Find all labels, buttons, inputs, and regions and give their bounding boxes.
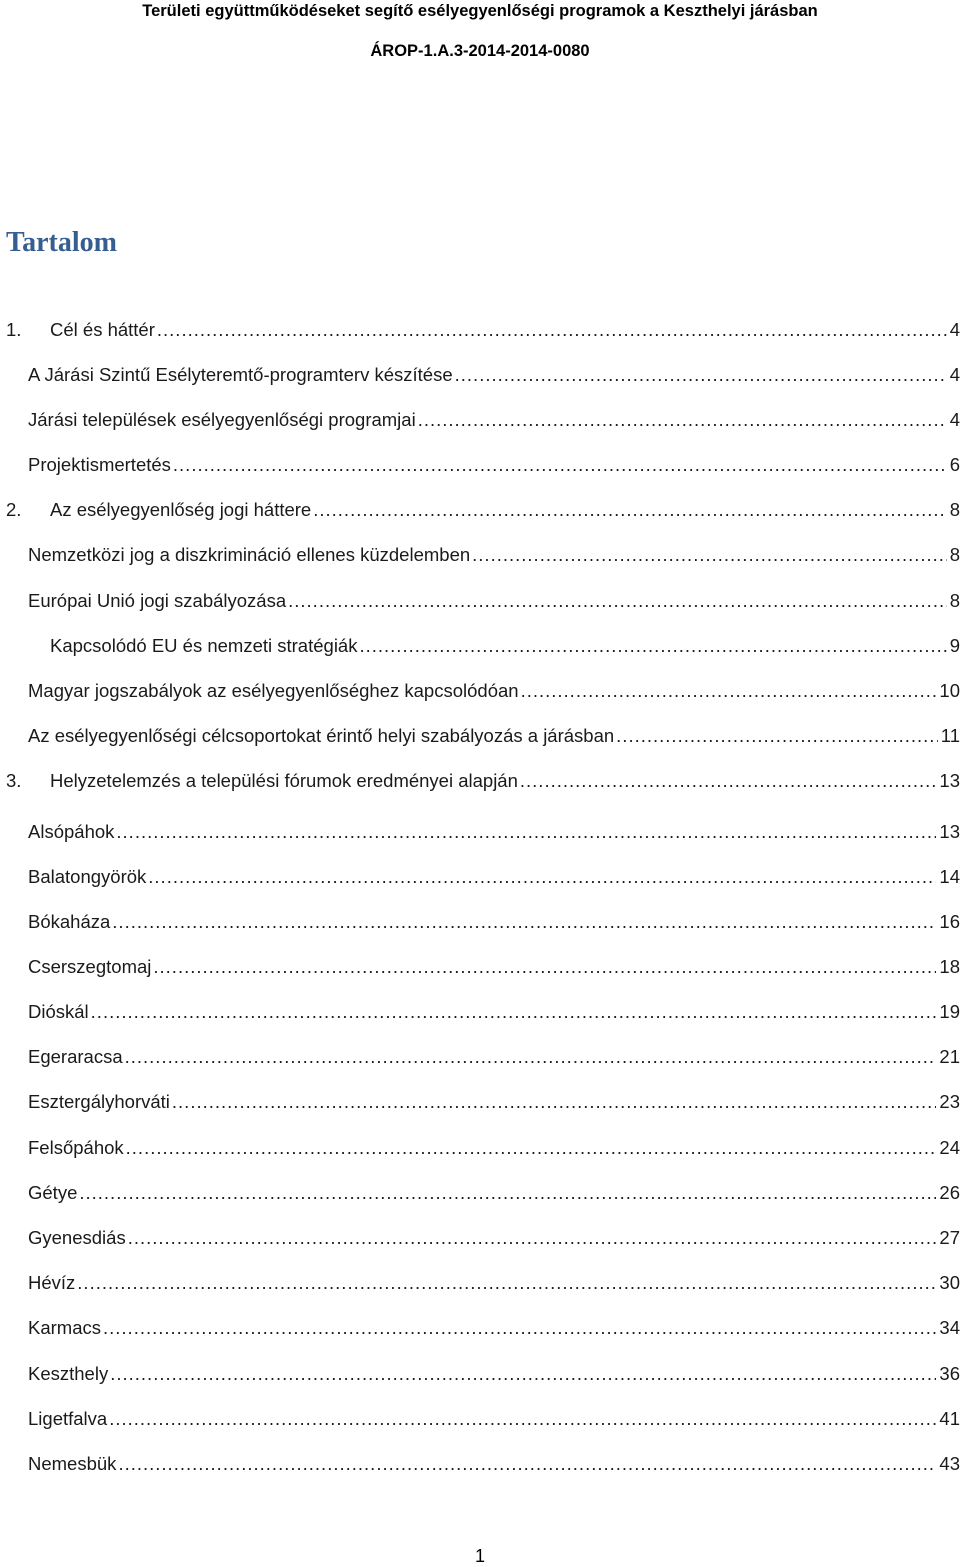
- toc-entry-line: [28, 1135, 960, 1161]
- toc-dot-leader: [521, 678, 937, 704]
- toc-entry[interactable]: [0, 633, 960, 659]
- toc-entry-page: 21: [939, 1046, 960, 1067]
- toc-entry[interactable]: [0, 1135, 960, 1161]
- toc-entry-line: [28, 362, 960, 388]
- toc-entry-page: 4: [949, 364, 960, 385]
- toc-entry[interactable]: [0, 1225, 960, 1251]
- toc-entry[interactable]: [0, 1451, 960, 1477]
- toc-entry-label: Dióskál: [28, 999, 91, 1025]
- toc-entry-label: Cél és háttér: [50, 317, 157, 343]
- toc-entry-label: Európai Unió jogi szabályozása: [28, 588, 288, 614]
- toc-entry-page: 14: [939, 866, 960, 887]
- toc-entry-label: Balatongyörök: [28, 864, 148, 890]
- toc-entry-page: 24: [939, 1137, 960, 1158]
- toc-entry-page: 13: [939, 770, 960, 791]
- toc-entry-label: Keszthely: [28, 1361, 110, 1387]
- toc-entry-line: [28, 819, 960, 845]
- toc-entry-page: 8: [949, 590, 960, 611]
- toc-entry-page: 27: [939, 1227, 960, 1248]
- toc-entry[interactable]: [0, 999, 960, 1025]
- toc-dot-leader: [79, 1180, 936, 1206]
- toc-entry-line: [28, 723, 960, 749]
- toc-entry-label: Cserszegtomaj: [28, 954, 153, 980]
- toc-dot-leader: [91, 999, 937, 1025]
- toc-entry-line: [28, 1451, 960, 1477]
- toc-entry-line: [28, 407, 960, 433]
- toc-dot-leader: [148, 864, 936, 890]
- toc-entry[interactable]: [0, 678, 960, 704]
- toc-entry-page: 23: [939, 1091, 960, 1112]
- toc-dot-leader: [472, 542, 947, 568]
- toc-entry[interactable]: [0, 362, 960, 388]
- toc-dot-leader: [520, 768, 937, 794]
- toc-entry-label: A Járási Szintű Esélyteremtő-programterv készítése: [28, 362, 455, 388]
- toc-entry-line: [28, 678, 960, 704]
- toc-entry-page: 34: [939, 1317, 960, 1338]
- toc-entry-label: Kapcsolódó EU és nemzeti stratégiák: [50, 633, 359, 659]
- toc-entry[interactable]: [0, 723, 960, 749]
- toc-entry-label: Nemesbük: [28, 1451, 118, 1477]
- toc-entry-label: Magyar jogszabályok az esélyegyenlőséghez kapcsolódóan: [28, 678, 521, 704]
- toc-entry-label: Hévíz: [28, 1270, 77, 1296]
- toc-entry-label: Járási települések esélyegyenlőségi programjai: [28, 407, 418, 433]
- toc-dot-leader: [110, 1361, 936, 1387]
- toc-entry-line: [28, 1089, 960, 1115]
- toc-dot-leader: [103, 1315, 936, 1341]
- toc-entry[interactable]: [0, 1180, 960, 1206]
- toc-dot-leader: [616, 723, 938, 749]
- toc-entry-page: 26: [939, 1182, 960, 1203]
- toc-entry-line: [28, 542, 960, 568]
- toc-entry[interactable]: [0, 1361, 960, 1387]
- toc-entry-line: [28, 954, 960, 980]
- toc-entry-label: Bókaháza: [28, 909, 112, 935]
- toc-entry-label: Karmacs: [28, 1315, 103, 1341]
- toc-entry-label: Az esélyegyenlőség jogi háttere: [50, 497, 313, 523]
- header-project-title: Területi együttműködéseket segítő esélyegyenlőségi programok a Keszthelyi járásban: [142, 2, 818, 20]
- toc-entry[interactable]: [0, 317, 960, 343]
- toc-dot-leader: [153, 954, 936, 980]
- toc-entry-page: 13: [939, 821, 960, 842]
- toc-dot-leader: [116, 819, 936, 845]
- toc-entry-line: [50, 317, 960, 343]
- toc-entry-page: 4: [949, 409, 960, 430]
- toc-entry-label: Alsópáhok: [28, 819, 116, 845]
- toc-entry-page: 16: [939, 911, 960, 932]
- toc-dot-leader: [128, 1225, 937, 1251]
- toc-entry-label: Gétye: [28, 1180, 79, 1206]
- toc-entry-line: [50, 768, 960, 794]
- toc-entry[interactable]: [0, 497, 960, 523]
- toc-entry-page: 8: [949, 544, 960, 565]
- toc-entry-number: 3.: [6, 770, 22, 791]
- toc-dot-leader: [313, 497, 946, 523]
- toc-entry-label: Projektismertetés: [28, 452, 173, 478]
- toc-entry[interactable]: [0, 819, 960, 845]
- page-number: 1: [474, 1546, 485, 1566]
- toc-entry[interactable]: [0, 1406, 960, 1432]
- toc-dot-leader: [125, 1044, 937, 1070]
- toc-entry-label: Gyenesdiás: [28, 1225, 128, 1251]
- toc-entry[interactable]: [0, 1315, 960, 1341]
- toc-entry-label: Felsőpáhok: [28, 1135, 126, 1161]
- toc-entry-page: 19: [939, 1001, 960, 1022]
- toc-entry-label: Az esélyegyenlőségi célcsoportokat érintő helyi szabályozás a járásban: [28, 723, 616, 749]
- toc-entry-line: [28, 909, 960, 935]
- toc-entry[interactable]: [0, 452, 960, 478]
- toc-title: Tartalom: [6, 227, 117, 258]
- header-project-code: ÁROP-1.A.3-2014-2014-0080: [370, 42, 590, 60]
- toc-entry-number: 2.: [6, 499, 22, 520]
- toc-entry-line: [28, 1361, 960, 1387]
- toc-entry-line: [28, 999, 960, 1025]
- toc-dot-leader: [118, 1451, 936, 1477]
- toc-entry-page: 18: [939, 956, 960, 977]
- toc-entry-line: [28, 1225, 960, 1251]
- toc-entry-label: Helyzetelemzés a települési fórumok eredményei alapján: [50, 768, 520, 794]
- toc-entry[interactable]: [0, 407, 960, 433]
- toc-entry-page: 30: [939, 1272, 960, 1293]
- toc-entry-page: 6: [949, 454, 960, 475]
- toc-entry[interactable]: [0, 1089, 960, 1115]
- toc-entry-line: [28, 864, 960, 890]
- toc-entry-label: Esztergályhorváti: [28, 1089, 172, 1115]
- toc-entry-line: [28, 588, 960, 614]
- toc-entry-line: [28, 452, 960, 478]
- toc-entry-line: [50, 633, 960, 659]
- toc-dot-leader: [109, 1406, 936, 1432]
- toc-entry-page: 43: [939, 1453, 960, 1474]
- toc-entry-page: 10: [939, 680, 960, 701]
- toc-dot-leader: [126, 1135, 937, 1161]
- toc-dot-leader: [359, 633, 946, 659]
- toc-entry-line: [28, 1406, 960, 1432]
- toc-dot-leader: [157, 317, 947, 343]
- toc-entry[interactable]: [0, 954, 960, 980]
- toc-dot-leader: [173, 452, 947, 478]
- toc-entry-page: 8: [949, 499, 960, 520]
- toc-entry[interactable]: [0, 542, 960, 568]
- toc-entry-page: 4: [949, 319, 960, 340]
- toc-entry-line: [28, 1180, 960, 1206]
- toc-entry-page: 36: [939, 1363, 960, 1384]
- toc-entry-label: Ligetfalva: [28, 1406, 109, 1432]
- toc-entry-label: Nemzetközi jog a diszkrimináció ellenes küzdelemben: [28, 542, 472, 568]
- toc-dot-leader: [455, 362, 947, 388]
- toc-entry[interactable]: [0, 1044, 960, 1070]
- toc-dot-leader: [172, 1089, 937, 1115]
- toc-entry[interactable]: [0, 864, 960, 890]
- toc-entry-number: 1.: [6, 319, 22, 340]
- toc-entry-page: 41: [939, 1408, 960, 1429]
- toc-entry-line: [28, 1044, 960, 1070]
- toc-dot-leader: [418, 407, 947, 433]
- toc-entry-line: [28, 1270, 960, 1296]
- toc-dot-leader: [77, 1270, 936, 1296]
- toc-entry[interactable]: [0, 909, 960, 935]
- toc-entry-page: 11: [940, 725, 960, 746]
- toc-entry[interactable]: [0, 768, 960, 794]
- toc-entry-label: Egeraracsa: [28, 1044, 125, 1070]
- toc-dot-leader: [112, 909, 936, 935]
- toc-entry-line: [28, 1315, 960, 1341]
- toc-dot-leader: [288, 588, 947, 614]
- toc-entry-page: 9: [949, 635, 960, 656]
- toc-entry-line: [50, 497, 960, 523]
- toc-entry[interactable]: [0, 588, 960, 614]
- toc-entry[interactable]: [0, 1270, 960, 1296]
